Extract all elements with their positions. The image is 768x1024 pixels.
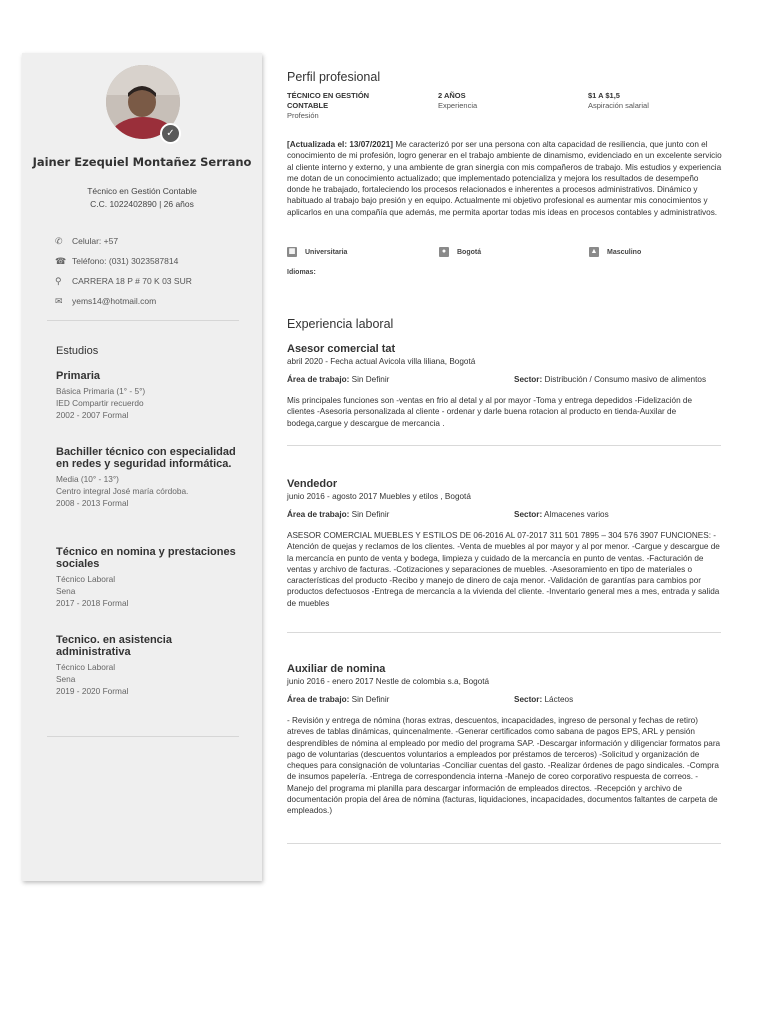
job-item (287, 343, 722, 429)
study-title: Bachiller técnico con especialidad en redes y seguridad informática. (56, 446, 236, 470)
sector-label: Sector: (514, 375, 543, 384)
study-title: Primaria (56, 370, 101, 382)
divider (47, 320, 239, 321)
sector-value: Distribución / Consumo masivo de alimentos (542, 375, 707, 384)
profile-tags (287, 247, 722, 261)
stat-label: Aspiración salarial (588, 101, 649, 110)
stat-value: 2 AÑOS (438, 91, 466, 100)
tag-city (439, 247, 481, 257)
job-dates: junio 2016 - agosto 2017 Muebles y etilos , Bogotá (287, 492, 471, 501)
tag-gender (589, 247, 641, 257)
job-sector (514, 510, 609, 519)
profile-summary (287, 139, 722, 218)
candidate-role: Técnico en Gestión Contable (87, 186, 197, 196)
study-line: 2008 - 2013 Formal (56, 498, 129, 508)
contact-telephone (55, 251, 255, 271)
contact-text: CARRERA 18 P # 70 K 03 SUR (72, 276, 192, 286)
study-item (56, 370, 246, 421)
divider (287, 632, 721, 633)
location-pin-icon: ⚲ (55, 275, 62, 286)
mail-icon: ✉ (55, 295, 63, 306)
job-dates: junio 2016 - enero 2017 Nestle de colombia s.a, Bogotá (287, 677, 490, 686)
job-sector (514, 375, 706, 384)
study-title: Técnico en nomina y prestaciones sociales (56, 546, 236, 570)
study-item (56, 546, 246, 609)
updated-date: [Actualizada el: 13/07/2021] (287, 140, 394, 149)
divider (287, 843, 721, 844)
study-line: IED Compartir recuerdo (56, 398, 144, 408)
study-line: 2002 - 2007 Formal (56, 410, 129, 420)
job-sector (514, 695, 573, 704)
contact-address (55, 271, 255, 291)
candidate-name: Jainer Ezequiel Montañez Serrano (32, 155, 252, 169)
area-label: Área de trabajo: (287, 510, 350, 519)
job-description: - Revisión y entrega de nómina (horas extras, descuentos, incapacidades, ingreso de personal y fechas de retiro) atreves de tablas dinámicas, quincenalmente. -Generar certificados como sabana de pagos EPS, ARL y pensión desprendibles de nómina al empleado por medio del programa SAP. -Descargar información y diligenciar formatos para pago de voluntarias (descuentos voluntarios a empleados por préstamos de terceros) -Solicitud y organización de cheques para consignación de voluntarias -Conciliar cuentas del gasto. -Realizar órdenes de pago sindicales. -Compra de insumos papelería. -Entrega de correspondencia interna -Manejo de coreo corporativo respuesta de correos. -Manejo del programa mi planilla para descargar información de empleados directos. -Recepción y archivo de documentación propia del área de nómina (facturas, liquidaciones, incapacidades, documentos faltantes de carpeta de empleados.) (287, 716, 721, 816)
contact-text: Celular: +57 (72, 236, 119, 246)
study-title: Tecnico. en asistencia administrativa (56, 634, 172, 658)
area-value: Sin Definir (349, 695, 390, 704)
job-title: Auxiliar de nomina (287, 663, 386, 675)
job-description: ASESOR COMERCIAL MUEBLES Y ESTILOS DE 06-2016 AL 07-2017 311 501 7895 – 304 576 3907 FUNCIONES: -Atención de quejas y reclamos de los clientes. -Venta de muebles al por mayor y al por menor. -Cargue y descargue de la mercancía en punto de venta y bodega, limpieza y cuidado de la mercancía en punto de ventas. -Facturación de ventas y archivo de facturas. -Cotizaciones y separaciones de muebles. -Asesoramiento en tipo de materiales o características del producto -Recibo y manejo de dinero de caja menor. -Validación de garantías para cambios por productos defectuosos -Entrega de mercancía a la vivienda del cliente. -Inventario general mes a mes, entrada y salida de muebles (287, 531, 720, 608)
divider (287, 445, 721, 446)
job-item (287, 663, 722, 817)
stat-value: $1 A $1,5 (588, 91, 620, 100)
job-item (287, 478, 722, 609)
university-icon: ▦ (288, 248, 296, 255)
stat-label: Experiencia (438, 101, 478, 110)
job-meta (287, 375, 722, 389)
study-line: Sena (56, 674, 76, 684)
area-label: Área de trabajo: (287, 375, 350, 384)
study-line: Media (10° - 13°) (56, 474, 119, 484)
contact-email[interactable] (55, 291, 255, 311)
person-icon: ▲ (590, 248, 598, 255)
study-item (56, 446, 246, 509)
perfil-title: Perfil profesional (287, 70, 381, 84)
job-description: Mis principales funciones son -ventas en frio al detal y al por mayor -Toma y entrega depedidos -Fidelización de clientes -Asesoria personalizada al cliente - ordenar y darle buena rotacion al producto en tienda-Auxilar de bodega,cargue y descargue de mercancia . (287, 396, 693, 428)
candidate-id-age: C.C. 1022402890 | 26 años (90, 199, 194, 209)
job-title: Asesor comercial tat (287, 343, 396, 355)
job-meta (287, 510, 722, 524)
job-title: Vendedor (287, 478, 338, 490)
stat-value: TÉCNICO EN GESTIÓN CONTABLE (287, 91, 370, 110)
tag-text: Universitaria (305, 248, 348, 256)
sector-value: Lácteos (542, 695, 574, 704)
study-line: Técnico Laboral (56, 662, 116, 672)
sector-label: Sector: (514, 510, 543, 519)
experience-title: Experiencia laboral (287, 317, 394, 331)
telephone-icon: ☎ (55, 255, 67, 266)
phone-icon: ✆ (55, 235, 63, 246)
tag-text: Masculino (607, 248, 642, 256)
contact-mobile (55, 231, 255, 251)
study-item (56, 634, 246, 697)
summary-text: Me caracterizó por ser una persona con alta capacidad de resiliencia, que junto con el conocimiento de mi profesión, logro generar en el trabajo ambiente de dinamismo, evidenciado en un excelente servicio al cliente interno y externo, y una ambiente de gran sinergia con mis compañeros de trabajo. Mis estudios y experiencia me dotan de un conocimiento actualizado; que implementado potencializa y mejora los resultados de desempeño donde he trabajado, fortaleciendo los procesos relacionados e inherentes a procesos administrativos. Dinámico y habituado al trabajo bajo presión y en equipo. Actualmente mi objetivo profesional es aumentar mis conocimientos y aplicarlos en una compañía que además, me permita aportar todas mis ideas en procesos contables y administrativos. (287, 140, 722, 217)
sector-value: Almacenes varios (542, 510, 609, 519)
languages-label: Idiomas: (287, 269, 316, 276)
study-line: 2017 - 2018 Formal (56, 598, 129, 608)
job-dates: abril 2020 - Fecha actual Avicola villa liliana, Bogotá (287, 357, 476, 366)
study-line: Centro integral José maría córdoba. (56, 486, 189, 496)
contact-text: Teléfono: (031) 3023587814 (72, 256, 179, 266)
sector-label: Sector: (514, 695, 543, 704)
contact-list (55, 231, 255, 311)
stat-salary (588, 91, 728, 111)
contact-text[interactable]: yems14@hotmail.com (72, 296, 157, 306)
job-area (287, 510, 389, 519)
tag-text: Bogotá (457, 248, 482, 256)
sidebar (22, 53, 262, 881)
job-area (287, 375, 389, 384)
divider (47, 736, 239, 737)
stat-label: Profesión (287, 111, 319, 120)
studies-title: Estudios (56, 345, 99, 357)
study-line: Básica Primaria (1° - 5°) (56, 386, 146, 396)
stat-profession (287, 91, 427, 121)
job-meta (287, 695, 722, 709)
study-line: Sena (56, 586, 76, 596)
stat-experience (438, 91, 578, 111)
area-value: Sin Definir (349, 510, 390, 519)
study-line: 2019 - 2020 Formal (56, 686, 129, 696)
area-value: Sin Definir (349, 375, 390, 384)
tag-education (287, 247, 347, 257)
job-area (287, 695, 389, 704)
map-pin-icon: ● (439, 247, 449, 257)
verified-check-icon: ✓ (160, 123, 181, 144)
area-label: Área de trabajo: (287, 695, 350, 704)
study-line: Técnico Laboral (56, 574, 116, 584)
